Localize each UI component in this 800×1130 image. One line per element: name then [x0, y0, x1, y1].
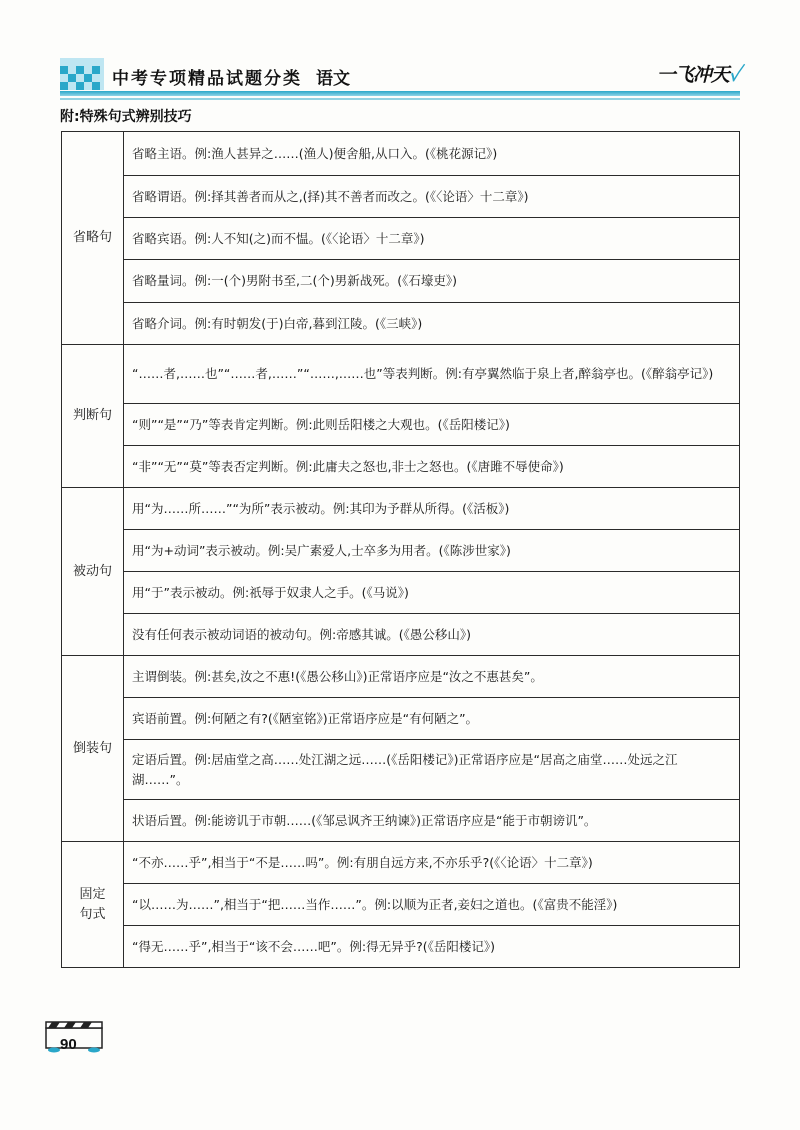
table-row — [62, 614, 740, 656]
table-row — [62, 530, 740, 572]
section-title: 附:特殊句式辨别技巧 — [60, 109, 192, 125]
pattern-cell: “得无……乎”,相当于“该不会……吧”。例:得无异乎?(《岳阳楼记》) — [124, 926, 740, 968]
page-number: 90 — [60, 1036, 77, 1053]
header-subject: 语文 — [316, 69, 350, 89]
table-row — [62, 404, 740, 446]
table-row — [62, 698, 740, 740]
header-title: 中考专项精品试题分类 — [112, 69, 302, 89]
pattern-cell: “则”“是”“乃”等表肯定判断。例:此则岳阳楼之大观也。(《岳阳楼记》) — [124, 404, 740, 446]
pattern-cell: “非”“无”“莫”等表否定判断。例:此庸夫之怒也,非士之怒也。(《唐雎不辱使命》) — [124, 446, 740, 488]
table-row — [62, 572, 740, 614]
pattern-cell: “以……为……”,相当于“把……当作……”。例:以顺为正者,妾妇之道也。(《富贵不能淫》) — [124, 884, 740, 926]
checker-logo-icon — [60, 58, 104, 90]
table-row — [62, 656, 740, 698]
category-cell: 省略句 — [62, 132, 124, 345]
table-row — [62, 345, 740, 404]
category-cell — [62, 842, 124, 968]
pattern-cell: “不亦……乎”,相当于“不是……吗”。例:有朋自远方来,不亦乐乎?(《〈论语〉十二章》) — [124, 842, 740, 884]
table-row — [62, 488, 740, 530]
category-cell: 被动句 — [62, 488, 124, 656]
pattern-cell: 宾语前置。例:何陋之有?(《陋室铭》)正常语序应是“有何陋之”。 — [124, 698, 740, 740]
category-line: 固定 — [79, 886, 106, 902]
category-cell: 倒装句 — [62, 656, 124, 842]
pattern-cell: 省略宾语。例:人不知(之)而不愠。(《〈论语〉十二章》) — [124, 218, 740, 260]
pattern-cell: 状语后置。例:能谤讥于市朝……(《邹忌讽齐王纳谏》)正常语序应是“能于市朝谤讥”。 — [124, 800, 740, 842]
table-row — [62, 800, 740, 842]
header-rule-thin — [60, 98, 740, 100]
swoosh-icon: ✓ — [728, 64, 740, 86]
brand-text: 一飞冲天 — [656, 64, 729, 86]
table-row — [62, 446, 740, 488]
table-row — [62, 842, 740, 884]
table-row — [62, 260, 740, 303]
table-row — [62, 176, 740, 218]
pattern-cell: 用“为……所……”“为所”表示被动。例:其印为予群从所得。(《活板》) — [124, 488, 740, 530]
table-row — [62, 884, 740, 926]
page-footer — [40, 1020, 110, 1080]
table-row — [62, 218, 740, 260]
table-row — [62, 740, 740, 800]
header-rule — [60, 91, 740, 96]
pattern-cell: 省略谓语。例:择其善者而从之,(择)其不善者而改之。(《〈论语〉十二章》) — [124, 176, 740, 218]
sentence-patterns-table — [61, 131, 740, 968]
table-row — [62, 926, 740, 968]
pattern-cell: 省略量词。例:一(个)男附书至,二(个)男新战死。(《石壕吏》) — [124, 260, 740, 303]
pattern-cell: 定语后置。例:居庙堂之高……处江湖之远……(《岳阳楼记》)正常语序应是“居高之庙堂……处远之江湖……”。 — [124, 740, 740, 800]
pattern-cell: 省略介词。例:有时朝发(于)白帝,暮到江陵。(《三峡》) — [124, 303, 740, 345]
pattern-cell: 主谓倒装。例:甚矣,汝之不惠!(《愚公移山》)正常语序应是“汝之不惠甚矣”。 — [124, 656, 740, 698]
table-row — [62, 132, 740, 176]
pattern-cell: 用“为+动词”表示被动。例:吴广素爱人,士卒多为用者。(《陈涉世家》) — [124, 530, 740, 572]
pattern-cell: 省略主语。例:渔人甚异之……(渔人)便舍船,从口入。(《桃花源记》) — [124, 132, 740, 176]
pattern-cell: “……者,……也”“……者,……”“……,……也”等表判断。例:有亭翼然临于泉上者,醉翁亭也。(《醉翁亭记》) — [124, 345, 740, 404]
pattern-cell: 没有任何表示被动词语的被动句。例:帝感其诚。(《愚公移山》) — [124, 614, 740, 656]
pattern-cell: 用“于”表示被动。例:祇辱于奴隶人之手。(《马说》) — [124, 572, 740, 614]
header-brand — [657, 60, 740, 87]
category-cell: 判断句 — [62, 345, 124, 488]
page-header — [60, 58, 740, 106]
table-row — [62, 303, 740, 345]
category-line: 句式 — [79, 906, 106, 922]
